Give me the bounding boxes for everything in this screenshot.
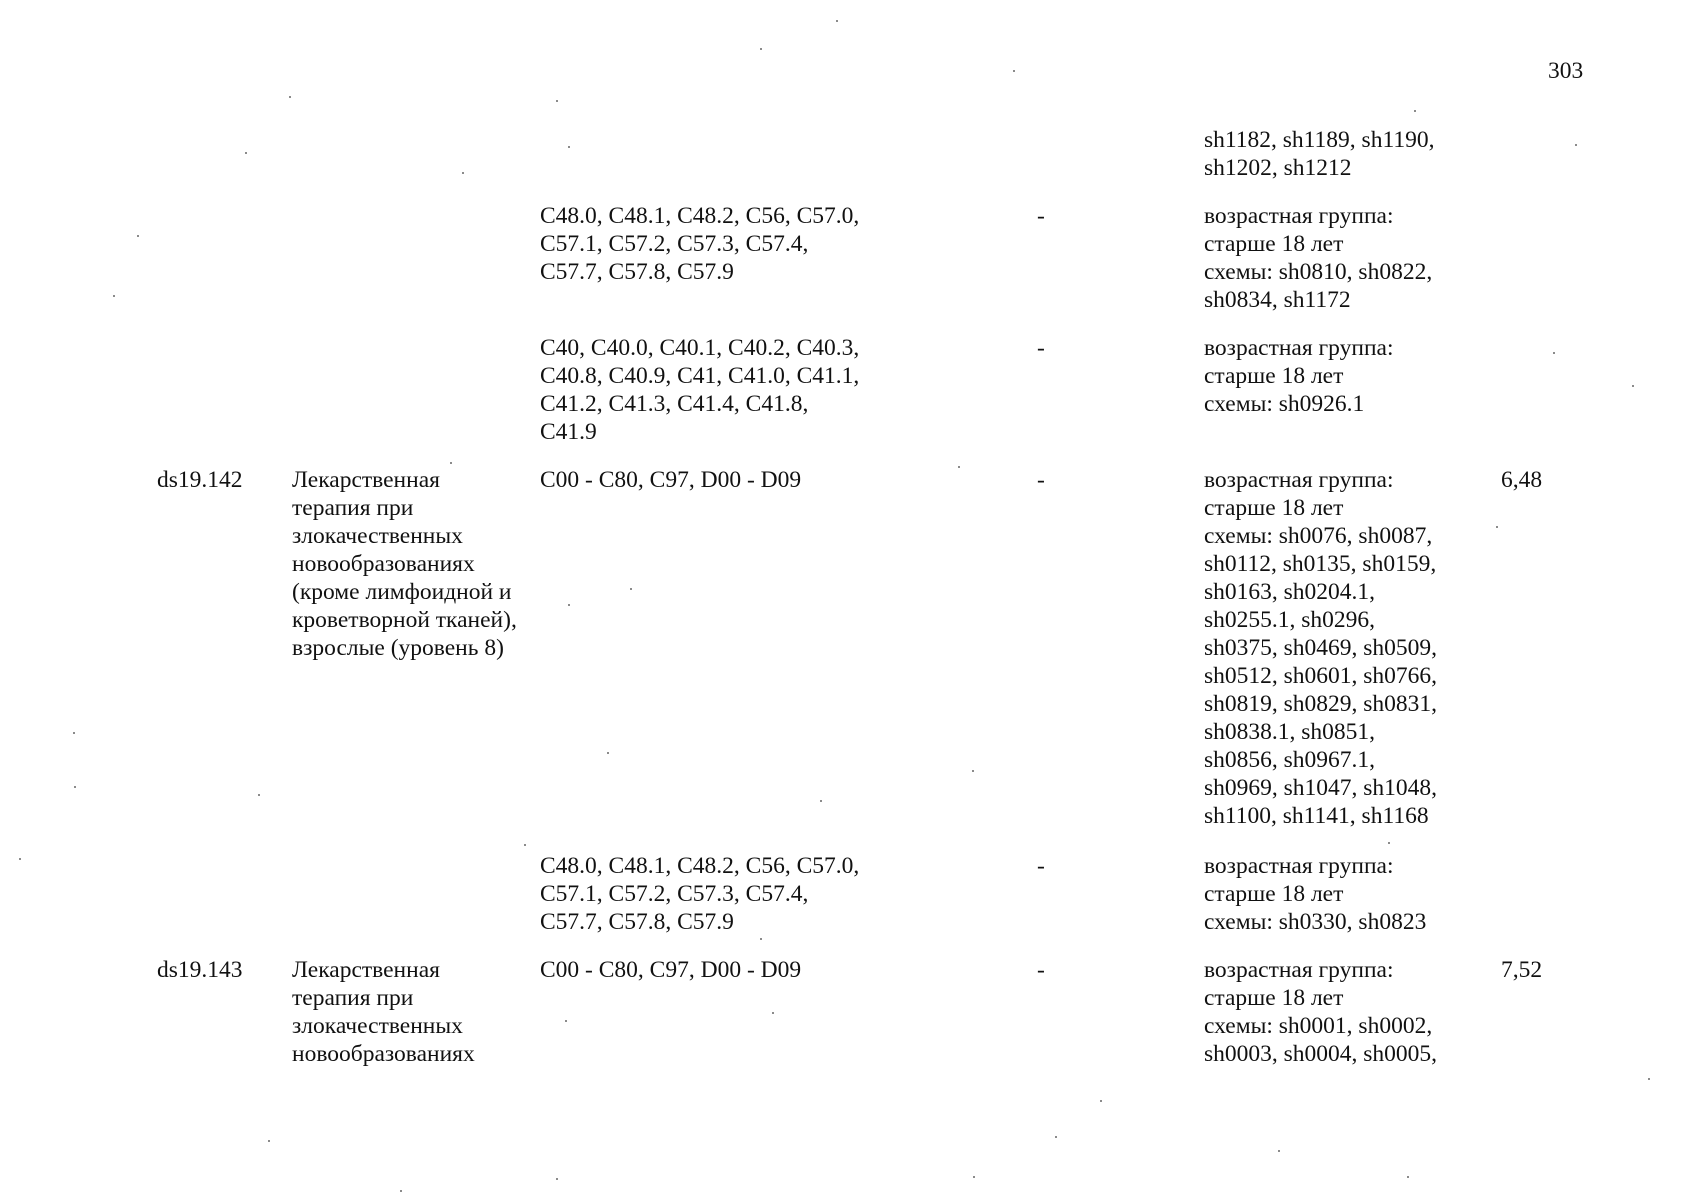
service-code: - [1037,853,1045,879]
scan-speck [524,844,526,846]
scan-speck [245,152,247,154]
scan-speck [19,858,21,860]
scan-speck [462,172,464,174]
scan-speck [1100,1100,1102,1102]
scan-speck [113,295,115,297]
scan-speck [565,1020,567,1022]
ksg-code: ds19.142 [157,467,243,493]
cost-coefficient: 7,52 [1501,957,1543,983]
scan-speck [836,20,838,22]
ksg-name: Лекарственная терапия при злокачественных новообразованиях [292,957,475,1067]
scan-speck [972,770,974,772]
icd-codes: C40, C40.0, C40.1, C40.2, C40.3, C40.8, C40.9, C41, C41.0, C41.1, C41.2, C41.3, C41.4, C41.8, C41.9 [540,335,860,445]
scan-speck [556,1178,558,1180]
icd-codes: C00 - C80, C97, D00 - D09 [540,957,802,983]
scan-speck [1407,1176,1409,1178]
scan-speck [760,938,762,940]
service-code: - [1037,467,1045,493]
scan-speck [73,732,75,734]
scan-speck [1013,70,1015,72]
page-number: 303 [1548,58,1584,84]
cost-coefficient: 6,48 [1501,467,1543,493]
scan-speck [74,786,76,788]
scan-speck [1632,385,1634,387]
scan-speck [400,1190,402,1192]
service-code: - [1037,203,1045,229]
scan-speck [630,588,632,590]
service-code: - [1037,335,1045,361]
scan-speck [258,794,260,796]
service-code: - [1037,957,1045,983]
icd-codes: C48.0, C48.1, C48.2, C56, C57.0, C57.1, C57.2, C57.3, C57.4, C57.7, C57.8, C57.9 [540,853,860,935]
icd-codes: C00 - C80, C97, D00 - D09 [540,467,802,493]
icd-codes: C48.0, C48.1, C48.2, C56, C57.0, C57.1, C57.2, C57.3, C57.4, C57.7, C57.8, C57.9 [540,203,860,285]
scan-speck [137,235,139,237]
scan-speck [1575,144,1577,146]
scan-speck [1278,1150,1280,1152]
classification-criteria: возрастная группа: старше 18 лет схемы: sh0001, sh0002, sh0003, sh0004, sh0005, [1204,957,1438,1067]
scan-speck [568,146,570,148]
scan-speck [450,462,452,464]
scan-speck [772,1012,774,1014]
scan-speck [607,752,609,754]
classification-criteria: возрастная группа: старше 18 лет схемы: sh0810, sh0822, sh0834, sh1172 [1204,203,1433,313]
scan-speck [958,466,960,468]
scan-speck [973,1176,975,1178]
scan-speck [568,604,570,606]
scan-speck [1648,1078,1650,1080]
scan-speck [268,1140,270,1142]
classification-criteria: возрастная группа: старше 18 лет схемы: sh0076, sh0087, sh0112, sh0135, sh0159, sh0163, sh0204.1, sh0255.1, sh0296, sh0375, sh0469, sh0509, sh0512, sh0601, sh0766, sh0819, sh0829, sh0831, sh0838.1, sh0851, sh0856, sh0967.1, sh0969, sh1047, sh1048, sh1100, sh1141, sh1168 [1204,467,1438,829]
scan-speck [820,800,822,802]
scan-speck [1496,526,1498,528]
classification-criteria: sh1182, sh1189, sh1190, sh1202, sh1212 [1204,127,1435,181]
scan-speck [1388,842,1390,844]
scan-speck [556,100,558,102]
classification-criteria: возрастная группа: старше 18 лет схемы: sh0330, sh0823 [1204,853,1427,935]
scan-speck [1553,352,1555,354]
classification-criteria: возрастная группа: старше 18 лет схемы: sh0926.1 [1204,335,1394,417]
scan-speck [760,48,762,50]
ksg-code: ds19.143 [157,957,243,983]
scan-speck [1055,1136,1057,1138]
scan-speck [1414,110,1416,112]
scan-speck [289,96,291,98]
ksg-name: Лекарственная терапия при злокачественных новообразованиях (кроме лимфоидной и кроветворной тканей), взрослые (уровень 8) [292,467,517,661]
